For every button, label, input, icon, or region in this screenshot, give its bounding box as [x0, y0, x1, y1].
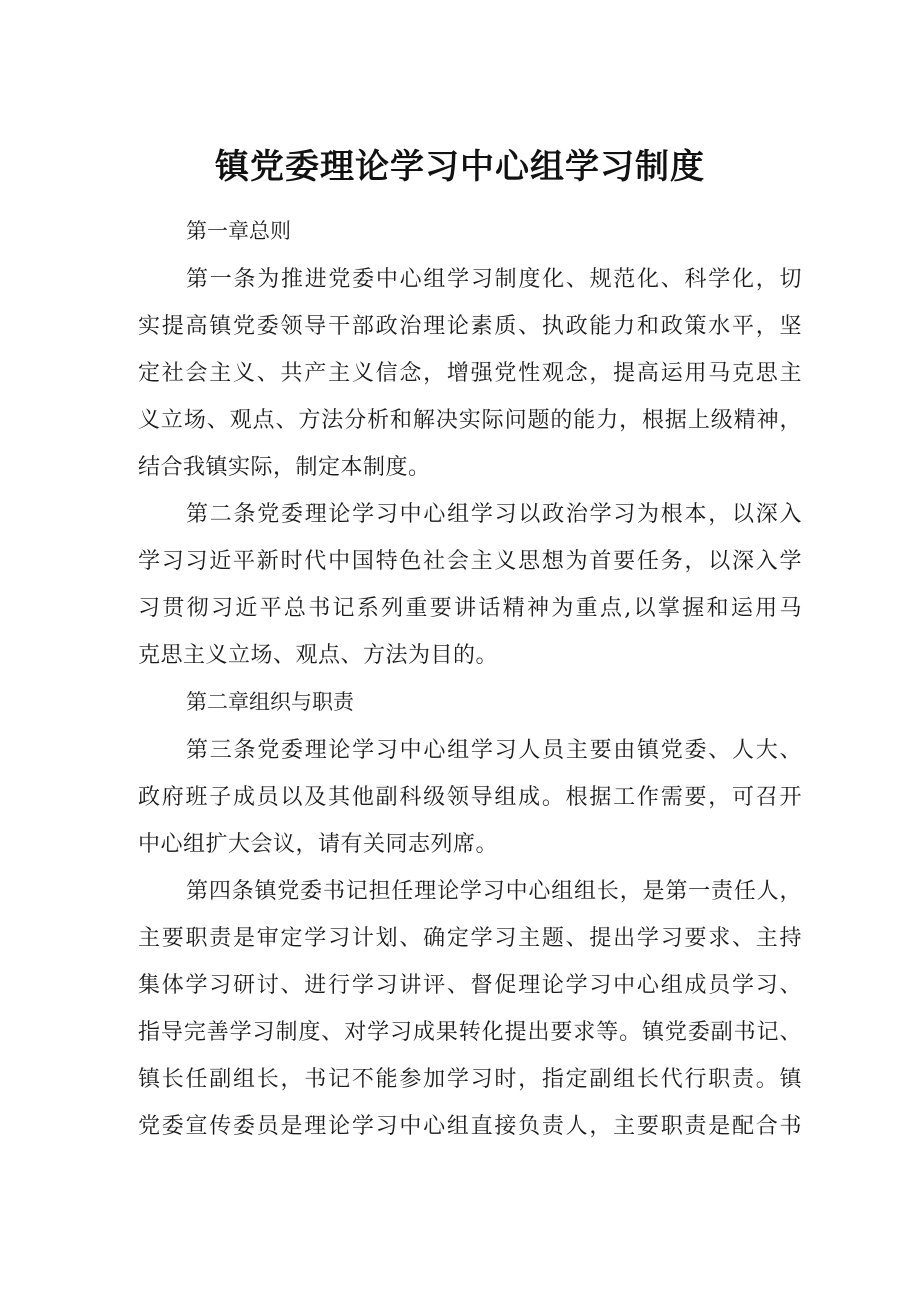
article-3 — [138, 727, 802, 868]
chapter-2-heading: 第二章组织与职责 — [186, 690, 354, 714]
chapter-1-heading: 第一章总则 — [186, 219, 291, 243]
paragraph-line: 主要职责是审定学习计划、确定学习主题、提出学习要求、主持 — [138, 926, 802, 951]
paragraph-line: 实提高镇党委领导干部政治理论素质、执政能力和政策水平，坚 — [138, 314, 802, 339]
paragraph-line: 学习习近平新时代中国特色社会主义思想为首要任务，以深入学 — [138, 549, 802, 574]
paragraph-line: 第二条党委理论学习中心组学习以政治学习为根本，以深入 — [186, 502, 802, 527]
paragraph-line: 习贯彻习近平总书记系列重要讲话精神为重点,以掌握和运用马 — [138, 596, 802, 621]
article-2 — [138, 491, 802, 679]
paragraph-line: 第四条镇党委书记担任理论学习中心组组长，是第一责任人， — [186, 879, 802, 904]
paragraph-line: 第一条为推进党委中心组学习制度化、规范化、科学化，切 — [186, 267, 802, 292]
document-body — [138, 208, 802, 1150]
paragraph-line: 中心组扩大会议，请有关同志列席。 — [138, 832, 499, 857]
paragraph-line: 第三条党委理论学习中心组学习人员主要由镇党委、人大、 — [186, 738, 802, 763]
paragraph-line: 结合我镇实际，制定本制度。 — [138, 455, 431, 480]
paragraph-line: 克思主义立场、观点、方法为目的。 — [138, 643, 499, 668]
article-4 — [138, 868, 802, 1150]
paragraph-line: 定社会主义、共产主义信念，增强党性观念，提高运用马克思主 — [138, 361, 802, 386]
paragraph-line: 集体学习研讨、进行学习讲评、督促理论学习中心组成员学习、 — [138, 973, 802, 998]
paragraph-line: 指导完善学习制度、对学习成果转化提出要求等。镇党委副书记、 — [138, 1020, 802, 1045]
article-1 — [138, 256, 802, 491]
paragraph-line: 党委宣传委员是理论学习中心组直接负责人，主要职责是配合书 — [138, 1114, 802, 1139]
document-title: 镇党委理论学习中心组学习制度 — [215, 147, 705, 187]
paragraph-line: 政府班子成员以及其他副科级领导组成。根据工作需要，可召开 — [138, 785, 802, 810]
paragraph-line: 义立场、观点、方法分析和解决实际问题的能力，根据上级精神， — [138, 408, 802, 433]
paragraph-line: 镇长任副组长，书记不能参加学习时，指定副组长代行职责。镇 — [138, 1067, 802, 1092]
